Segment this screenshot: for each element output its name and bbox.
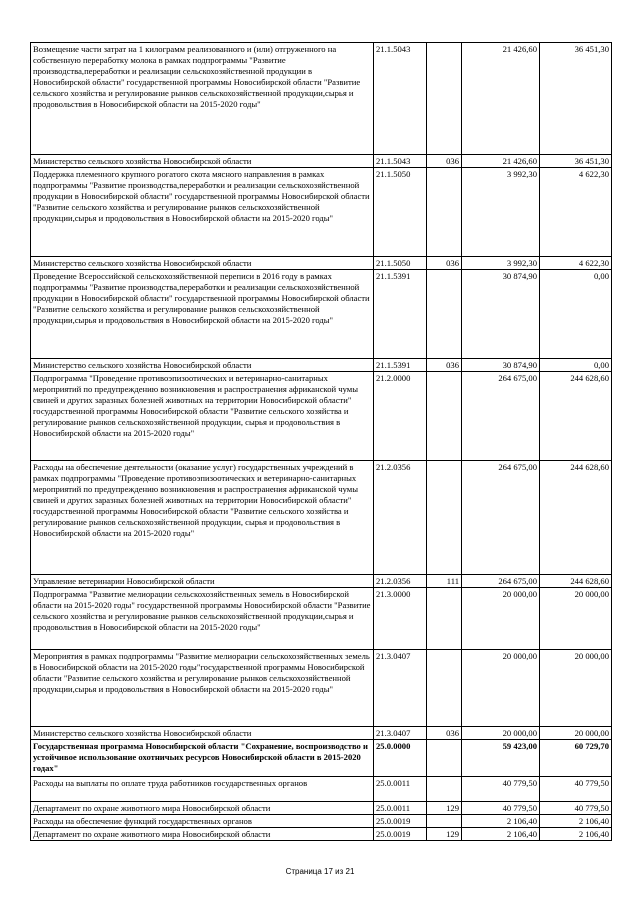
table-row: [31, 359, 612, 372]
row-value-1: 40 779,50: [462, 802, 540, 815]
row-value-2: 36 451,30: [540, 43, 612, 155]
table-row: [31, 802, 612, 815]
row-value-1: 20 000,00: [462, 650, 540, 727]
table-row: [31, 815, 612, 828]
table-row: [31, 828, 612, 841]
row-dept: [427, 588, 462, 650]
row-dept: [427, 372, 462, 461]
table-row: [31, 650, 612, 727]
row-name: Мероприятия в рамках подпрограммы "Развитие мелиорации сельскохозяйственных земель в Новосибирской области на 2015-2020 годы"государственной программы Новосибирской области "Развитие сельского хозяйства и регулирование рынков сельскохозяйственной продукции,сырья и продовольствия в Новосибирской области на 2015-2020 годы": [31, 650, 374, 727]
row-dept: [427, 270, 462, 359]
row-value-2: 2 106,40: [540, 828, 612, 841]
row-value-2: 20 000,00: [540, 588, 612, 650]
row-code: 21.1.5043: [374, 43, 427, 155]
row-name: Проведение Всероссийской сельскохозяйственной переписи в 2016 году в рамках подпрограммы "Развитие производства,переработки и реализации сельскохозяйственной продукции в Новосибирской области" государственной программы Новосибирской области "Развитие сельского хозяйства и регулирование рынков сельскохозяйственной продукции,сырья и продовольствия в Новосибирской области на 2015-2020 годы": [31, 270, 374, 359]
table-row: [31, 270, 612, 359]
table-row: [31, 155, 612, 168]
row-name: Расходы на обеспечение деятельности (оказание услуг) государственных учреждений в рамках подпрограммы "Проведение противоэпизоотических и ветеринарно-санитарных мероприятий по предупреждению возникновения и распространения африканской чумы свиней и других заразных болезней животных на территории Новосибирской области" государственной программы Новосибирской области "Развитие сельского хозяйства и регулирование рынков сельскохозяйственной продукции, сырья и продовольствия в Новосибирской области на 2015-2020 годы": [31, 461, 374, 575]
row-dept: 129: [427, 828, 462, 841]
row-dept: [427, 43, 462, 155]
row-code: 25.0.0011: [374, 777, 427, 802]
table-row: [31, 727, 612, 740]
row-value-1: 20 000,00: [462, 727, 540, 740]
row-value-1: 21 426,60: [462, 43, 540, 155]
row-code: 25.0.0011: [374, 802, 427, 815]
row-code: 21.2.0356: [374, 461, 427, 575]
row-name: Расходы на обеспечение функций государственных органов: [31, 815, 374, 828]
row-code: 25.0.0019: [374, 815, 427, 828]
row-value-1: 3 992,30: [462, 257, 540, 270]
row-value-2: 244 628,60: [540, 461, 612, 575]
row-dept: [427, 815, 462, 828]
row-value-2: 244 628,60: [540, 575, 612, 588]
row-code: 25.0.0019: [374, 828, 427, 841]
row-dept: 111: [427, 575, 462, 588]
row-dept: [427, 650, 462, 727]
budget-table: [30, 42, 612, 841]
row-value-2: 244 628,60: [540, 372, 612, 461]
row-code: 21.2.0000: [374, 372, 427, 461]
table-row: [31, 168, 612, 257]
row-name: Поддержка племенного крупного рогатого скота мясного направления в рамках подпрограммы "Развитие производства,переработки и реализации сельскохозяйственной продукции в Новосибирской области" государственной программы Новосибирской области "Развитие сельского хозяйства и регулирование рынков сельскохозяйственной продукции,сырья и продовольствия в Новосибирской области на 2015-2020 годы": [31, 168, 374, 257]
row-code: 21.2.0356: [374, 575, 427, 588]
row-name: Министерство сельского хозяйства Новосибирской области: [31, 359, 374, 372]
row-name: Возмещение части затрат на 1 килограмм реализованного и (или) отгруженного на собственную переработку молока в рамках подпрограммы "Развитие производства,переработки и реализации сельскохозяйственной продукции в Новосибирской области" государственной программы Новосибирской области "Развитие сельского хозяйства и регулирование рынков сельскохозяйственной продукции,сырья и продовольствия в Новосибирской области на 2015-2020 годы": [31, 43, 374, 155]
row-name: Министерство сельского хозяйства Новосибирской области: [31, 155, 374, 168]
row-name: Подпрограмма "Проведение противоэпизоотических и ветеринарно-санитарных мероприятий по предупреждению возникновения и распространения африканской чумы свиней и других заразных болезней животных на территории Новосибирской области" государственной программы Новосибирской области "Развитие сельского хозяйства и регулирование рынков сельскохозяйственной продукции, сырья и продовольствия в Новосибирской области на 2015-2020 годы": [31, 372, 374, 461]
row-value-1: 264 675,00: [462, 372, 540, 461]
table-row: [31, 372, 612, 461]
row-name: Расходы на выплаты по оплате труда работников государственных органов: [31, 777, 374, 802]
row-dept: 036: [427, 155, 462, 168]
row-value-2: 2 106,40: [540, 815, 612, 828]
row-name: Департамент по охране животного мира Новосибирской области: [31, 802, 374, 815]
row-code: 21.3.0407: [374, 650, 427, 727]
table-row: [31, 777, 612, 802]
row-value-2: 40 779,50: [540, 802, 612, 815]
row-value-2: 0,00: [540, 270, 612, 359]
row-name: Министерство сельского хозяйства Новосибирской области: [31, 257, 374, 270]
row-value-1: 30 874,90: [462, 270, 540, 359]
row-value-1: 264 675,00: [462, 575, 540, 588]
row-value-1: 59 423,00: [462, 740, 540, 777]
row-name: Департамент по охране животного мира Новосибирской области: [31, 828, 374, 841]
row-value-1: 40 779,50: [462, 777, 540, 802]
row-code: 21.1.5050: [374, 257, 427, 270]
table-row: [31, 740, 612, 777]
row-code: 21.1.5050: [374, 168, 427, 257]
row-value-1: 3 992,30: [462, 168, 540, 257]
row-name: Подпрограмма "Развитие мелиорации сельскохозяйственных земель в Новосибирской области на 2015-2020 годы" государственной программы Новосибирской области "Развитие сельского хозяйства и регулирование рынков сельскохозяйственной продукции,сырья и продовольствия в Новосибирской области на 2015-2020 годы": [31, 588, 374, 650]
budget-table-body: [31, 43, 612, 841]
row-code: 21.1.5391: [374, 359, 427, 372]
row-value-2: 4 622,30: [540, 168, 612, 257]
row-name: Государственная программа Новосибирской области "Сохранение, воспроизводство и устойчивое использование охотничьих ресурсов Новосибирской области в 2015-2020 годах": [31, 740, 374, 777]
row-value-1: 264 675,00: [462, 461, 540, 575]
table-row: [31, 575, 612, 588]
row-value-2: 20 000,00: [540, 727, 612, 740]
row-name: Министерство сельского хозяйства Новосибирской области: [31, 727, 374, 740]
row-name: Управление ветеринарии Новосибирской области: [31, 575, 374, 588]
row-dept: 036: [427, 727, 462, 740]
table-row: [31, 588, 612, 650]
row-value-2: 40 779,50: [540, 777, 612, 802]
row-code: 21.1.5391: [374, 270, 427, 359]
row-dept: 036: [427, 359, 462, 372]
row-dept: [427, 777, 462, 802]
row-value-2: 20 000,00: [540, 650, 612, 727]
row-value-1: 20 000,00: [462, 588, 540, 650]
row-value-1: 2 106,40: [462, 828, 540, 841]
page-footer: Страница 17 из 21: [285, 867, 355, 876]
row-value-2: 0,00: [540, 359, 612, 372]
row-dept: [427, 740, 462, 777]
table-row: [31, 257, 612, 270]
table-row: [31, 43, 612, 155]
row-code: 25.0.0000: [374, 740, 427, 777]
row-dept: 036: [427, 257, 462, 270]
row-value-2: 60 729,70: [540, 740, 612, 777]
row-code: 21.3.0000: [374, 588, 427, 650]
row-dept: 129: [427, 802, 462, 815]
row-value-1: 30 874,90: [462, 359, 540, 372]
row-value-1: 21 426,60: [462, 155, 540, 168]
row-value-1: 2 106,40: [462, 815, 540, 828]
row-code: 21.3.0407: [374, 727, 427, 740]
table-row: [31, 461, 612, 575]
row-code: 21.1.5043: [374, 155, 427, 168]
row-value-2: 36 451,30: [540, 155, 612, 168]
row-dept: [427, 461, 462, 575]
row-value-2: 4 622,30: [540, 257, 612, 270]
row-dept: [427, 168, 462, 257]
